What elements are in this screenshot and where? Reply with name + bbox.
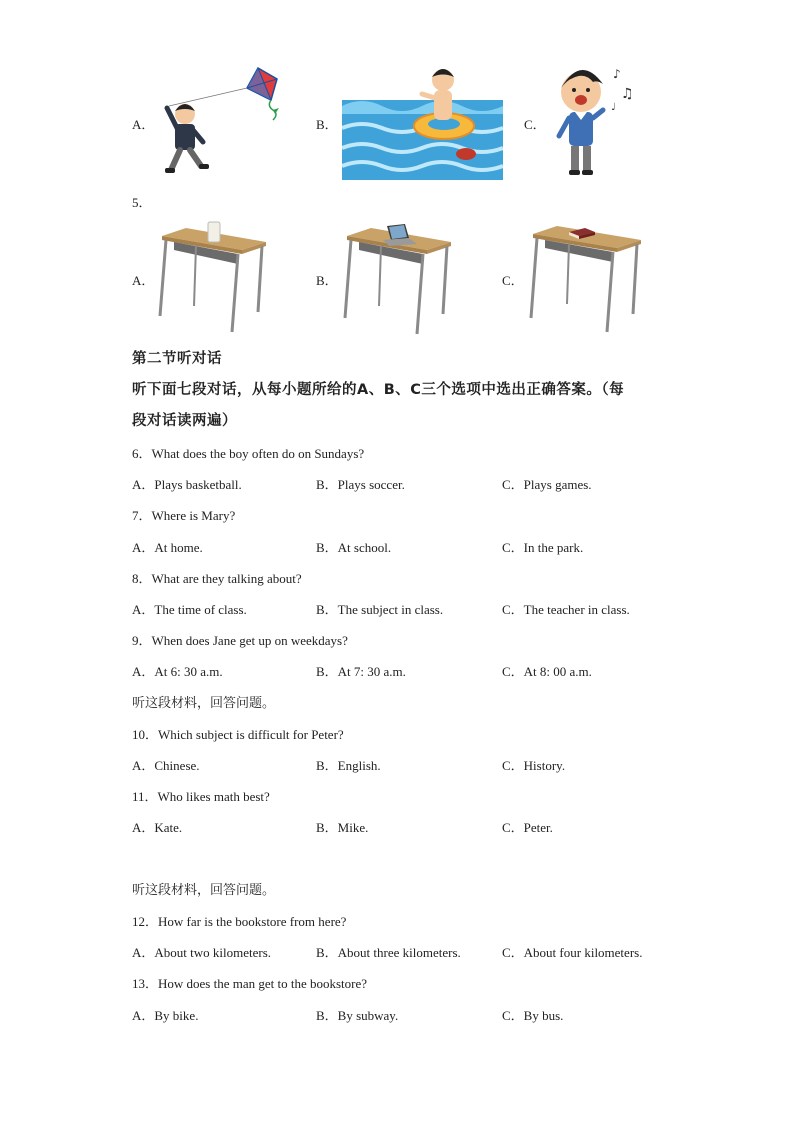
desk-with-book-image	[529, 220, 645, 334]
desk-with-laptop-image	[343, 222, 455, 336]
question-13: 13．How does the man get to the bookstore?	[132, 976, 368, 991]
question-8: 8．What are they talking about?	[132, 571, 302, 586]
question-12: 12．How far is the bookstore from here?	[132, 914, 347, 929]
q4-option-b-label: B．	[316, 117, 338, 132]
question-6: 6．What does the boy often do on Sundays?	[132, 446, 365, 461]
boy-swimming-image	[342, 66, 503, 180]
q10-option-b: B．English.	[316, 758, 381, 773]
q10-option-c: C．History.	[502, 758, 566, 773]
q13-option-c: C．By bus.	[502, 1008, 564, 1023]
q13-option-b: B．By subway.	[316, 1008, 399, 1023]
q4-option-c-label: C．	[524, 117, 546, 132]
q5-option-b-label: B．	[316, 273, 338, 288]
listen-note-1: 听这段材料，回答问题。	[132, 696, 276, 711]
q9-option-b: B．At 7: 30 a.m.	[316, 664, 406, 679]
q8-option-c: C．The teacher in class.	[502, 602, 630, 617]
boy-singing-image	[553, 62, 643, 180]
q6-option-a: A．Plays basketball.	[132, 477, 242, 492]
question-11: 11．Who likes math best?	[132, 789, 270, 804]
q7-option-a: A．At home.	[132, 540, 203, 555]
q9-option-c: C．At 8: 00 a.m.	[502, 664, 592, 679]
q13-option-a: A．By bike.	[132, 1008, 199, 1023]
q5-number: 5．	[132, 195, 152, 210]
question-9: 9．When does Jane get up on weekdays?	[132, 633, 348, 648]
q8-option-b: B．The subject in class.	[316, 602, 444, 617]
q11-option-b: B．Mike.	[316, 820, 369, 835]
section-instruction-line2: 段对话读两遍）	[132, 413, 237, 429]
desk-with-cup-image	[158, 220, 270, 334]
boy-flying-kite-image	[155, 66, 285, 178]
question-7: 7．Where is Mary?	[132, 508, 236, 523]
q8-option-a: A．The time of class.	[132, 602, 247, 617]
q7-option-c: C．In the park.	[502, 540, 584, 555]
q12-option-c: C．About four kilometers.	[502, 945, 643, 960]
svg-text:♩: ♩	[611, 102, 616, 113]
q12-option-b: B．About three kilometers.	[316, 945, 461, 960]
q7-option-b: B．At school.	[316, 540, 392, 555]
q9-option-a: A．At 6: 30 a.m.	[132, 664, 223, 679]
q11-option-a: A．Kate.	[132, 820, 183, 835]
q10-option-a: A．Chinese.	[132, 758, 200, 773]
section-title: 第二节听对话	[132, 351, 222, 367]
section-instruction-line1: 听下面七段对话，从每小题所给的A、B、C三个选项中选出正确答案。（每	[132, 382, 625, 398]
svg-text:♫: ♫	[621, 86, 634, 102]
q5-option-a-label: A．	[132, 273, 155, 288]
q6-option-c: C．Plays games.	[502, 477, 592, 492]
q4-option-a-label: A．	[132, 117, 155, 132]
listen-note-2: 听这段材料，回答问题。	[132, 883, 276, 898]
svg-text:♪: ♪	[613, 67, 621, 81]
q12-option-a: A．About two kilometers.	[132, 945, 272, 960]
q11-option-c: C．Peter.	[502, 820, 553, 835]
question-10: 10．Which subject is difficult for Peter?	[132, 727, 344, 742]
q5-option-c-label: C．	[502, 273, 524, 288]
q6-option-b: B．Plays soccer.	[316, 477, 405, 492]
